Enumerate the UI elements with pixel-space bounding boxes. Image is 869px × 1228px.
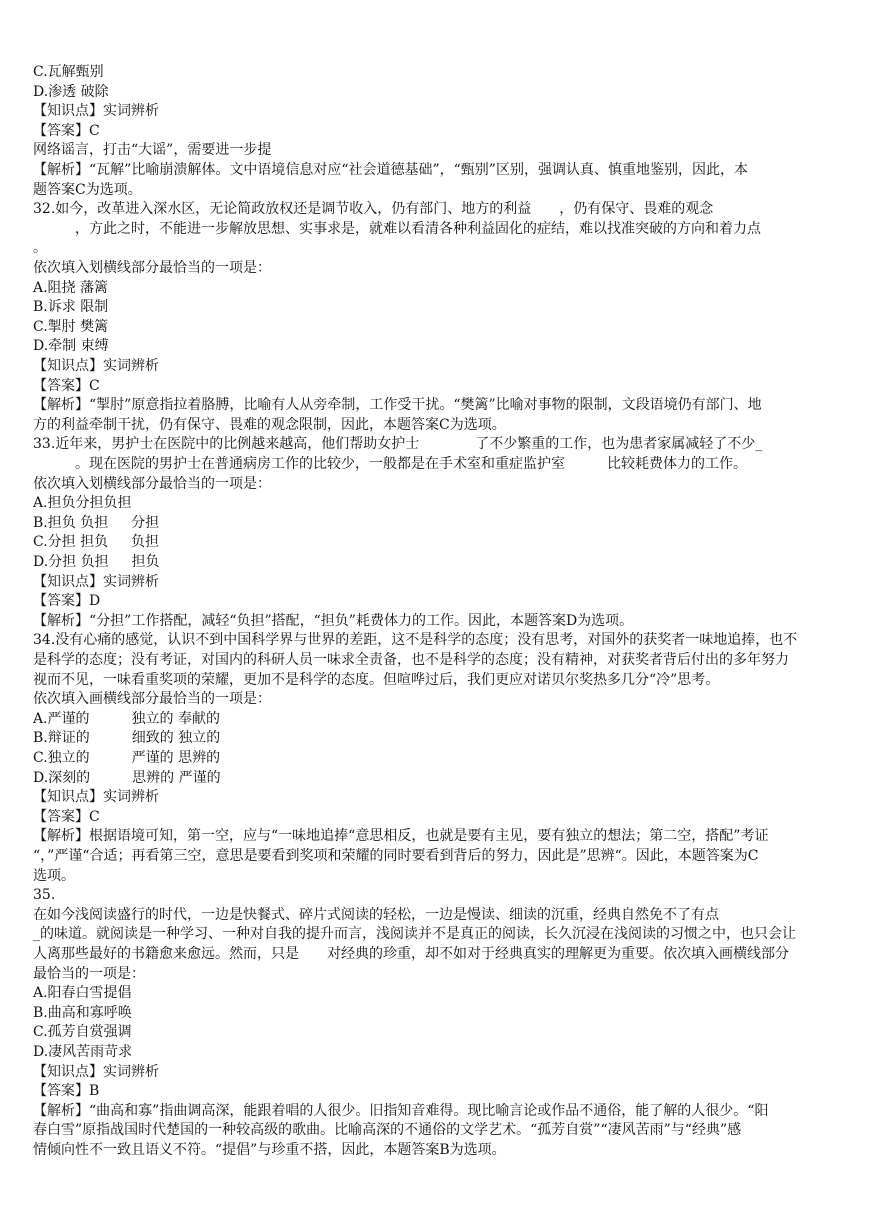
text-line: D.分担 负担 担负: [33, 554, 160, 570]
text-line: 【解析】根据语境可知，第一空，应与“一味地追捧“意思相反，也就是要有主见，要有独立的想法；第二空，搭配”考证: [33, 828, 769, 845]
text-line: 在如今浅阅读盛行的时代，一边是快餐式、碎片式阅读的轻松，一边是慢读、细读的沉重，经典自然免不了有点: [33, 906, 719, 923]
text-line: 【答案】C: [33, 808, 100, 825]
text-line: 最恰当的一项是：: [33, 965, 145, 982]
text-line: 春白雪”原指战国时代楚国的一种较高级的歌曲。比喻高深的不通俗的文学艺术。“孤芳自赏”“凄风苦雨”与“经典”感: [33, 1122, 742, 1139]
text-line: C.孤芳自赏强调: [33, 1024, 132, 1041]
text-line: B.曲高和寡呼唤: [33, 1004, 132, 1021]
text-line: 是科学的态度；没有考证，对国内的科研人员一味求全责备，也不是科学的态度；没有精神，对获奖者背后付出的多年努力: [33, 652, 789, 668]
text-line: 题答案C为选项。: [33, 181, 142, 198]
text-line: 【知识点】实词辨析: [33, 358, 159, 374]
text-line: 【答案】D: [33, 593, 101, 610]
text-line: 网络谣言，打击“大谣”，需要进一步提: [33, 142, 272, 159]
text-line: 35.: [33, 887, 56, 904]
text-line: B.担负 负担 分担: [33, 514, 160, 531]
text-line: 人离那些最好的书籍愈来愈远。然而，只是 对经典的珍重，却不如对于经典真实的理解更为重要。依次填入画横线部分: [33, 946, 789, 962]
text-line: 【解析】“曲高和寡”指曲调高深，能跟着唱的人很少。旧指知音难得。现比喻言论或作品不通俗，能了解的人很少。“阳: [33, 1102, 769, 1119]
text-line: A.阻挠 藩篱: [33, 279, 109, 296]
text-line: 34.没有心痛的感觉，认识不到中国科学界与世界的差距，这不是科学的态度；没有思考，对国外的获奖者一味地追捧，也不: [33, 632, 798, 649]
text-line: 。: [33, 240, 47, 257]
text-line: 32.如今，改革进入深水区，无论简政放权还是调节收入，仍有部门、地方的利益 ，仍有保守、畏难的观念: [33, 201, 714, 218]
text-line: 【解析】“掣肘”原意指拉着胳膊，比喻有人从旁牵制，工作受干扰。“樊篱”比喻对事物的限制，文段语境仍有部门、地: [33, 397, 762, 414]
text-line: B.诉求 限制: [33, 299, 109, 316]
text-line: C.分担 担负 负担: [33, 534, 160, 551]
text-line: 【知识点】实词辨析: [33, 1063, 159, 1080]
text-line: 依次填入画横线部分最恰当的一项是：: [33, 691, 271, 708]
text-line: ，方此之时，不能进一步解放思想、实事求是，就难以看清各种利益固化的症结，难以找准突破的方向和着力点: [33, 220, 761, 237]
text-line: D.凄风苦雨苛求: [33, 1044, 133, 1060]
text-line: _的味道。就阅读是一种学习、一种对自我的提升而言，浅阅读并不是真正的阅读，长久沉浸在浅阅读的习惯之中，也只会让: [33, 926, 796, 943]
text-line: B.辩证的 细致的 独立的: [33, 730, 221, 747]
text-line: A.阳春白雪提倡: [33, 985, 132, 1002]
text-line: 选项。: [33, 867, 75, 884]
text-line: “，”严谨“合适；再看第三空，意思是要看到奖项和荣耀的同时要看到背后的努力，因此是”思辨“。因此，本题答案为C: [33, 848, 759, 864]
text-line: 依次填入划横线部分最恰当的一项是：: [33, 475, 271, 492]
text-line: 依次填入划横线部分最恰当的一项是：: [33, 260, 271, 276]
text-line: D.渗透 破除: [33, 83, 109, 100]
text-line: 【知识点】实词辨析: [33, 789, 159, 806]
text-line: A.担负分担负担: [33, 495, 132, 512]
text-line: D.深刻的 思辨的 严谨的: [33, 769, 221, 786]
text-line: D.牵制 束缚: [33, 338, 109, 355]
text-line: 【知识点】实词辨析: [33, 573, 159, 590]
text-line: 【解析】“分担”工作搭配，减轻“负担”搭配，“担负”耗费体力的工作。因此，本题答案D为选项。: [33, 612, 634, 629]
text-line: 【答案】C: [33, 377, 100, 394]
text-line: C.独立的 严谨的 思辨的: [33, 750, 221, 766]
text-line: C.瓦解甄别: [33, 64, 104, 80]
text-line: C.掣肘 樊篱: [33, 318, 109, 335]
text-line: 。现在医院的男护士在普通病房工作的比较少，一般都是在手术室和重症监护室 比较耗费体力的工作。: [33, 456, 747, 472]
text-line: 【知识点】实词辨析: [33, 103, 159, 120]
text-line: 视而不见，一味看重奖项的荣耀，更加不是科学的态度。但喧哗过后，我们更应对诺贝尔奖热多几分“冷”思考。: [33, 671, 720, 688]
text-line: 【答案】B: [33, 1083, 100, 1100]
text-line: 情倾向性不一致且语义不符。“提倡”与珍重不搭，因此，本题答案B为选项。: [33, 1142, 506, 1158]
text-line: 【解析】“瓦解”比喻崩溃解体。文中语境信息对应“社会道德基础”，“甄别”区别，强调认真、慎重地鉴别，因此，本: [33, 162, 748, 178]
text-line: A.严谨的 独立的 奉献的: [33, 710, 221, 727]
text-line: 【答案】C: [33, 122, 100, 139]
text-line: 33.近年来，男护士在医院中的比例越来越高，他们帮助女护士 了不少繁重的工作，也为患者家属减轻了不少_: [33, 436, 763, 453]
text-line: 方的利益牵制干扰，仍有保守、畏难的观念限制，因此，本题答案C为选项。: [33, 416, 506, 433]
